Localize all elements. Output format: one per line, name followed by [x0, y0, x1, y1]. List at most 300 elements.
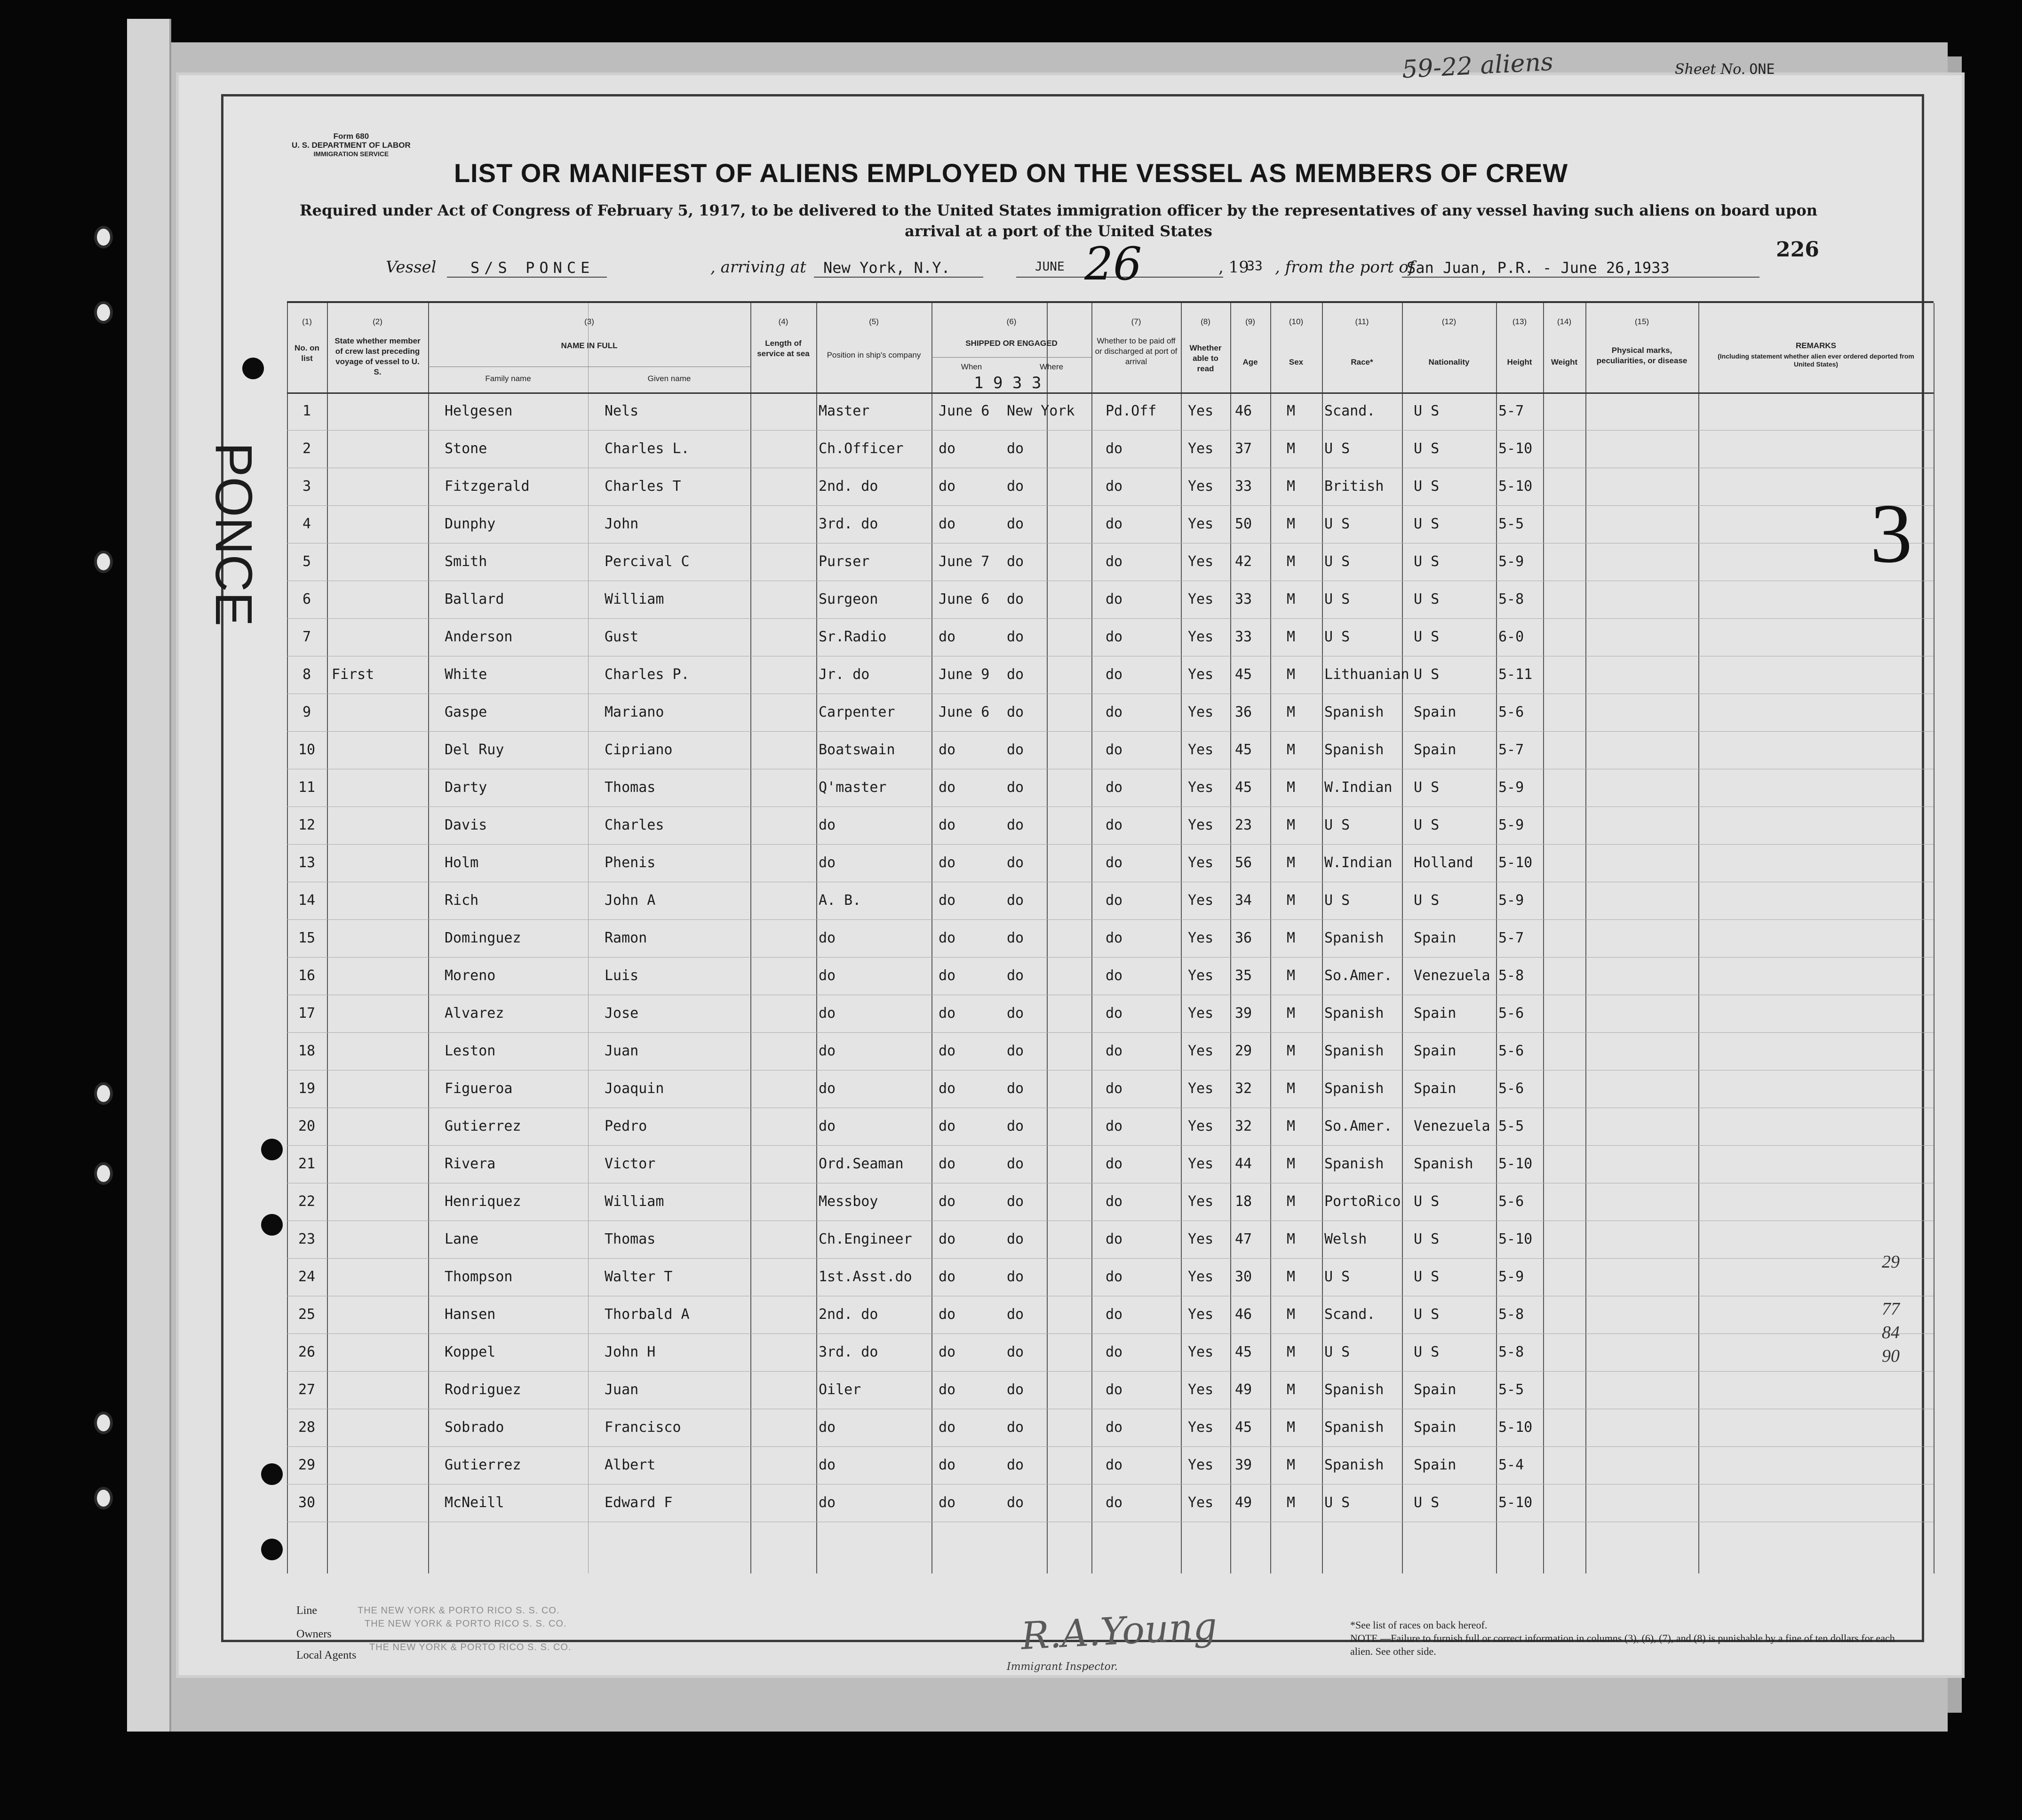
header-physical-marks: Physical marks, peculiarities, or disease: [1596, 346, 1688, 365]
paid-off-cell: do: [1106, 817, 1123, 833]
height-cell: 5-11: [1498, 666, 1533, 683]
sex-cell: M: [1287, 1457, 1296, 1473]
header-remarks-sub: (Including statement whether alien ever ordered deported from United States): [1718, 352, 1914, 368]
given-name-cell: Francisco: [605, 1419, 681, 1436]
given-name-cell: Pedro: [605, 1118, 647, 1134]
nationality-cell: Spain: [1414, 1043, 1457, 1059]
position-cell: do: [819, 1118, 836, 1134]
row-number: 17: [298, 1005, 316, 1022]
when-cell: do: [939, 1118, 956, 1134]
nationality-cell: Spain: [1414, 930, 1457, 946]
service-name: IMMIGRATION SERVICE: [313, 150, 389, 158]
nationality-cell: U S: [1414, 591, 1440, 607]
paid-off-cell: do: [1106, 930, 1123, 946]
row-number: 24: [298, 1269, 316, 1285]
table-row: [287, 1409, 1934, 1446]
race-cell: Spanish: [1324, 742, 1384, 758]
binder-ring: [94, 551, 113, 573]
able-to-read-cell: Yes: [1188, 440, 1214, 457]
race-cell: Scand.: [1324, 403, 1376, 419]
when-cell: do: [939, 1344, 956, 1360]
where-cell: do: [1007, 1419, 1024, 1436]
table-row: [287, 806, 1934, 844]
sex-cell: M: [1287, 1344, 1296, 1360]
where-cell: do: [1007, 742, 1024, 758]
col-num-2: (2): [373, 317, 382, 326]
given-name-cell: William: [605, 1193, 664, 1210]
table-row: [287, 1145, 1934, 1183]
position-cell: Surgeon: [819, 591, 878, 607]
age-cell: 36: [1235, 704, 1252, 720]
position-cell: do: [819, 967, 836, 984]
table-row: [287, 1333, 1934, 1371]
paid-off-cell: do: [1106, 1080, 1123, 1097]
age-cell: 18: [1235, 1193, 1252, 1210]
height-cell: 5-8: [1498, 1306, 1524, 1323]
position-cell: do: [819, 854, 836, 871]
paid-off-cell: do: [1106, 1005, 1123, 1022]
nationality-cell: Spain: [1414, 704, 1457, 720]
family-name-cell: Rich: [445, 892, 479, 909]
given-name-cell: Walter T: [605, 1269, 673, 1285]
able-to-read-cell: Yes: [1188, 1344, 1214, 1360]
nationality-cell: U S: [1414, 516, 1440, 532]
height-cell: 5-6: [1498, 1080, 1524, 1097]
paid-off-cell: do: [1106, 1231, 1123, 1247]
family-name-cell: McNeill: [445, 1494, 504, 1511]
height-cell: 5-6: [1498, 1043, 1524, 1059]
header-sex: Sex: [1289, 358, 1304, 367]
row-number: 2: [302, 440, 311, 457]
able-to-read-cell: Yes: [1188, 1193, 1214, 1210]
row-number: 18: [298, 1043, 316, 1059]
family-name-cell: Holm: [445, 854, 479, 871]
sex-cell: M: [1287, 1494, 1296, 1511]
margin-number: 77: [1882, 1299, 1900, 1319]
able-to-read-cell: Yes: [1188, 704, 1214, 720]
margin-number: 90: [1882, 1346, 1900, 1366]
given-name-cell: Albert: [605, 1457, 656, 1473]
margin-number: 84: [1882, 1323, 1900, 1342]
port-value: San Juan, P.R. - June 26,1933: [1407, 259, 1670, 277]
family-name-cell: Koppel: [445, 1344, 496, 1360]
able-to-read-cell: Yes: [1188, 1419, 1214, 1436]
family-name-cell: Fitzgerald: [445, 478, 530, 495]
when-cell: do: [939, 1381, 956, 1398]
when-cell: do: [939, 440, 956, 457]
sex-cell: M: [1287, 967, 1296, 984]
paid-off-cell: do: [1106, 1344, 1123, 1360]
paid-off-cell: do: [1106, 742, 1123, 758]
position-cell: Jr. do: [819, 666, 870, 683]
col-num-5: (5): [869, 317, 879, 326]
family-name-cell: Thompson: [445, 1269, 513, 1285]
manifest-footer: [287, 1581, 1934, 1675]
agents-label: Local Agents: [296, 1649, 357, 1661]
when-cell: do: [939, 629, 956, 645]
paid-off-cell: do: [1106, 553, 1123, 570]
age-cell: 45: [1235, 1419, 1252, 1436]
paid-off-cell: do: [1106, 629, 1123, 645]
header-no-on-list: No. on list: [295, 343, 319, 363]
when-cell: do: [939, 892, 956, 909]
penalty-note: NOTE.—Failure to furnish full or correct information in columns (3), (6), (7), and (8) is punishable by a fine of ten dollars for each alien. See other side.: [1350, 1632, 1895, 1657]
header-able-to-read: Whether able to read: [1189, 343, 1222, 373]
family-name-cell: Sobrado: [445, 1419, 504, 1436]
binder-ring: [94, 1082, 113, 1105]
nationality-cell: Spain: [1414, 1457, 1457, 1473]
row-number: 28: [298, 1419, 316, 1436]
height-cell: 5-4: [1498, 1457, 1524, 1473]
where-cell: do: [1007, 591, 1024, 607]
position-cell: Oiler: [819, 1381, 861, 1398]
form-meta: [292, 132, 411, 159]
height-cell: 5-9: [1498, 892, 1524, 909]
paid-off-cell: do: [1106, 666, 1123, 683]
table-row: [287, 656, 1934, 694]
sex-cell: M: [1287, 516, 1296, 532]
table-row: [287, 1296, 1934, 1333]
age-cell: 34: [1235, 892, 1252, 909]
paid-off-cell: do: [1106, 1156, 1123, 1172]
height-cell: 5-8: [1498, 1344, 1524, 1360]
row-number: 10: [298, 742, 316, 758]
race-cell: Lithuanian: [1324, 666, 1409, 683]
race-cell: U S: [1324, 591, 1350, 607]
side-mark: 3: [1870, 487, 1912, 580]
sex-cell: M: [1287, 666, 1296, 683]
age-cell: 32: [1235, 1080, 1252, 1097]
row-number: 25: [298, 1306, 316, 1323]
position-cell: do: [819, 1005, 836, 1022]
paid-off-cell: do: [1106, 516, 1123, 532]
able-to-read-cell: Yes: [1188, 516, 1214, 532]
able-to-read-cell: Yes: [1188, 1005, 1214, 1022]
able-to-read-cell: Yes: [1188, 1231, 1214, 1247]
when-cell: June 7: [939, 553, 990, 570]
paid-off-cell: do: [1106, 1494, 1123, 1511]
family-name-cell: Leston: [445, 1043, 496, 1059]
when-cell: do: [939, 967, 956, 984]
sex-cell: M: [1287, 1118, 1296, 1134]
row-number: 20: [298, 1118, 316, 1134]
race-cell: U S: [1324, 1269, 1350, 1285]
height-cell: 5-10: [1498, 1419, 1533, 1436]
height-cell: 5-7: [1498, 403, 1524, 419]
header-nationality: Nationality: [1428, 358, 1470, 367]
header-length-of-service: Length of service at sea: [757, 339, 810, 358]
nationality-cell: U S: [1414, 666, 1440, 683]
able-to-read-cell: Yes: [1188, 1381, 1214, 1398]
when-cell: do: [939, 779, 956, 796]
form-number: Form 680: [333, 132, 369, 141]
table-row: [287, 1183, 1934, 1221]
col-num-10: (10): [1289, 317, 1304, 326]
position-cell: 2nd. do: [819, 478, 878, 495]
family-name-cell: White: [445, 666, 487, 683]
page-subtitle: Required under Act of Congress of February 5, 1917, to be delivered to the United States immigration officer by the representatives of any vessel having such aliens on board upon arrival at a port of the United States: [300, 201, 1817, 240]
able-to-read-cell: Yes: [1188, 1494, 1214, 1511]
where-cell: do: [1007, 854, 1024, 871]
position-cell: do: [819, 1419, 836, 1436]
height-cell: 5-10: [1498, 854, 1533, 871]
when-cell: do: [939, 1494, 956, 1511]
race-cell: Spanish: [1324, 1381, 1384, 1398]
sex-cell: M: [1287, 1269, 1296, 1285]
when-cell: do: [939, 1193, 956, 1210]
position-cell: 3rd. do: [819, 1344, 878, 1360]
age-cell: 45: [1235, 742, 1252, 758]
height-cell: 5-10: [1498, 440, 1533, 457]
position-cell: do: [819, 1080, 836, 1097]
nationality-cell: U S: [1414, 478, 1440, 495]
table-row: [287, 1070, 1934, 1108]
sex-cell: M: [1287, 1156, 1296, 1172]
given-name-cell: John H: [605, 1344, 656, 1360]
paid-off-cell: do: [1106, 591, 1123, 607]
table-row: [287, 957, 1934, 995]
able-to-read-cell: Yes: [1188, 892, 1214, 909]
able-to-read-cell: Yes: [1188, 1457, 1214, 1473]
family-name-cell: Lane: [445, 1231, 479, 1247]
race-cell: U S: [1324, 892, 1350, 909]
sex-cell: M: [1287, 1231, 1296, 1247]
when-cell: do: [939, 516, 956, 532]
paid-off-cell: do: [1106, 1193, 1123, 1210]
race-cell: W.Indian: [1324, 854, 1393, 871]
given-name-cell: Victor: [605, 1156, 656, 1172]
crew-table: [287, 301, 1934, 1573]
header-height: Height: [1507, 358, 1532, 367]
col-num-6: (6): [1006, 317, 1017, 326]
table-row: [287, 919, 1934, 957]
given-name-cell: Thorbald A: [605, 1306, 690, 1323]
age-cell: 45: [1235, 779, 1252, 796]
row-number: 30: [298, 1494, 316, 1511]
row-number: 29: [298, 1457, 316, 1473]
when-cell: June 6: [939, 403, 990, 419]
line-label: Line: [296, 1604, 317, 1617]
able-to-read-cell: Yes: [1188, 967, 1214, 984]
age-cell: 39: [1235, 1457, 1252, 1473]
height-cell: 5-10: [1498, 478, 1533, 495]
handwritten-alien-count: 59-22 aliens: [1401, 48, 1554, 84]
nationality-cell: U S: [1414, 440, 1440, 457]
position-cell: Carpenter: [819, 704, 895, 720]
height-cell: 5-7: [1498, 930, 1524, 946]
height-cell: 5-6: [1498, 1193, 1524, 1210]
sex-cell: M: [1287, 742, 1296, 758]
able-to-read-cell: Yes: [1188, 1043, 1214, 1059]
able-to-read-cell: Yes: [1188, 666, 1214, 683]
nationality-cell: Spain: [1414, 742, 1457, 758]
nationality-cell: Venezuela: [1414, 1118, 1490, 1134]
able-to-read-cell: Yes: [1188, 553, 1214, 570]
race-cell: Spanish: [1324, 1156, 1384, 1172]
able-to-read-cell: Yes: [1188, 1080, 1214, 1097]
punch-hole: [261, 1214, 283, 1236]
height-cell: 5-6: [1498, 704, 1524, 720]
height-cell: 5-9: [1498, 1269, 1524, 1285]
paid-off-cell: do: [1106, 854, 1123, 871]
when-cell: June 6: [939, 591, 990, 607]
race-cell: U S: [1324, 553, 1350, 570]
sex-cell: M: [1287, 629, 1296, 645]
height-cell: 5-10: [1498, 1231, 1533, 1247]
row-number: 6: [302, 591, 311, 607]
table-row: [287, 581, 1934, 618]
given-name-cell: Phenis: [605, 854, 656, 871]
height-cell: 5-7: [1498, 742, 1524, 758]
family-name-cell: Gutierrez: [445, 1457, 521, 1473]
races-note: *See list of races on back hereof.: [1350, 1619, 1488, 1631]
nationality-cell: U S: [1414, 1494, 1440, 1511]
height-cell: 5-8: [1498, 967, 1524, 984]
paid-off-cell: do: [1106, 779, 1123, 796]
col-num-8: (8): [1201, 317, 1210, 326]
family-name-cell: Moreno: [445, 967, 496, 984]
age-cell: 49: [1235, 1381, 1252, 1398]
age-cell: 33: [1235, 629, 1252, 645]
where-cell: do: [1007, 478, 1024, 495]
table-row: [287, 430, 1934, 468]
age-cell: 45: [1235, 1344, 1252, 1360]
inspector-label: Immigrant Inspector.: [1007, 1661, 1118, 1673]
paid-off-cell: do: [1106, 1457, 1123, 1473]
able-to-read-cell: Yes: [1188, 1269, 1214, 1285]
position-cell: Master: [819, 403, 870, 419]
col-num-4: (4): [778, 317, 788, 326]
age-cell: 50: [1235, 516, 1252, 532]
able-to-read-cell: Yes: [1188, 1156, 1214, 1172]
header-weight: Weight: [1551, 358, 1578, 367]
race-cell: Spanish: [1324, 1419, 1384, 1436]
row-number: 23: [298, 1231, 316, 1247]
height-cell: 5-10: [1498, 1494, 1533, 1511]
race-cell: U S: [1324, 516, 1350, 532]
col-num-15: (15): [1634, 317, 1649, 326]
given-name-cell: Juan: [605, 1043, 639, 1059]
family-name-cell: Alvarez: [445, 1005, 504, 1022]
nationality-cell: Holland: [1414, 854, 1473, 871]
position-cell: 1st.Asst.do: [819, 1269, 912, 1285]
family-name-cell: Rodriguez: [445, 1381, 521, 1398]
row-number: 4: [302, 516, 311, 532]
vessel-label: Vessel: [386, 258, 437, 277]
nationality-cell: U S: [1414, 1193, 1440, 1210]
given-name-cell: Mariano: [605, 704, 664, 720]
nationality-cell: U S: [1414, 629, 1440, 645]
paid-off-cell: do: [1106, 1306, 1123, 1323]
col-num-13: (13): [1512, 317, 1527, 326]
race-cell: Spanish: [1324, 1080, 1384, 1097]
paid-off-cell: do: [1106, 704, 1123, 720]
age-cell: 37: [1235, 440, 1252, 457]
paid-off-cell: do: [1106, 1381, 1123, 1398]
when-cell: do: [939, 1306, 956, 1323]
col-num-11: (11): [1355, 317, 1369, 326]
given-name-cell: Cipriano: [605, 742, 673, 758]
paid-off-cell: do: [1106, 892, 1123, 909]
nationality-cell: Venezuela: [1414, 967, 1490, 984]
paid-off-cell: do: [1106, 1269, 1123, 1285]
nationality-cell: U S: [1414, 892, 1440, 909]
sex-cell: M: [1287, 930, 1296, 946]
nationality-cell: U S: [1414, 553, 1440, 570]
sex-cell: M: [1287, 817, 1296, 833]
sex-cell: M: [1287, 403, 1296, 419]
table-row: [287, 882, 1934, 919]
race-cell: U S: [1324, 629, 1350, 645]
header-shipped: SHIPPED OR ENGAGED: [965, 339, 1058, 348]
family-name-cell: Gaspe: [445, 704, 487, 720]
family-name-cell: Anderson: [445, 629, 513, 645]
row-number: 22: [298, 1193, 316, 1210]
row-number: 27: [298, 1381, 316, 1398]
row-number: 8: [302, 666, 311, 683]
race-cell: Spanish: [1324, 1043, 1384, 1059]
table-row: [287, 1032, 1934, 1070]
header-position: Position in ship's company: [827, 351, 921, 359]
able-to-read-cell: Yes: [1188, 817, 1214, 833]
race-cell: U S: [1324, 817, 1350, 833]
when-cell: June 9: [939, 666, 990, 683]
where-cell: do: [1007, 440, 1024, 457]
col-num-12: (12): [1441, 317, 1457, 326]
arriving-label: , arriving at: [710, 258, 806, 277]
header-where: Where: [1039, 362, 1064, 371]
able-to-read-cell: Yes: [1188, 930, 1214, 946]
family-name-cell: Dunphy: [445, 516, 496, 532]
punch-hole: [261, 1139, 283, 1160]
where-cell: do: [1007, 1156, 1024, 1172]
sex-cell: M: [1287, 1005, 1296, 1022]
when-cell: do: [939, 930, 956, 946]
col-num-14: (14): [1557, 317, 1572, 326]
where-cell: do: [1007, 666, 1024, 683]
when-cell: do: [939, 1269, 956, 1285]
height-cell: 5-5: [1498, 1381, 1524, 1398]
when-cell: do: [939, 1005, 956, 1022]
height-cell: 5-5: [1498, 516, 1524, 532]
where-cell: do: [1007, 1494, 1024, 1511]
where-cell: do: [1007, 892, 1024, 909]
paid-off-cell: do: [1106, 1118, 1123, 1134]
race-cell: Spanish: [1324, 1457, 1384, 1473]
punch-hole: [261, 1539, 283, 1560]
header-race: Race*: [1351, 358, 1373, 367]
table-row: [287, 1108, 1934, 1145]
position-cell: Purser: [819, 553, 870, 570]
where-cell: do: [1007, 516, 1024, 532]
header-given-name: Given name: [647, 374, 691, 383]
sex-cell: M: [1287, 1419, 1296, 1436]
nationality-cell: Spanish: [1414, 1156, 1473, 1172]
race-cell: So.Amer.: [1324, 1118, 1393, 1134]
binder-strip: [127, 19, 171, 1732]
race-cell: British: [1324, 478, 1384, 495]
where-cell: New York: [1007, 403, 1075, 419]
where-cell: do: [1007, 1381, 1024, 1398]
given-name-cell: Jose: [605, 1005, 639, 1022]
family-name-cell: Rivera: [445, 1156, 496, 1172]
when-cell: do: [939, 1457, 956, 1473]
row-number: 14: [298, 892, 316, 909]
age-cell: 42: [1235, 553, 1252, 570]
sex-cell: M: [1287, 854, 1296, 871]
table-row: [287, 769, 1934, 806]
family-name-cell: Smith: [445, 553, 487, 570]
